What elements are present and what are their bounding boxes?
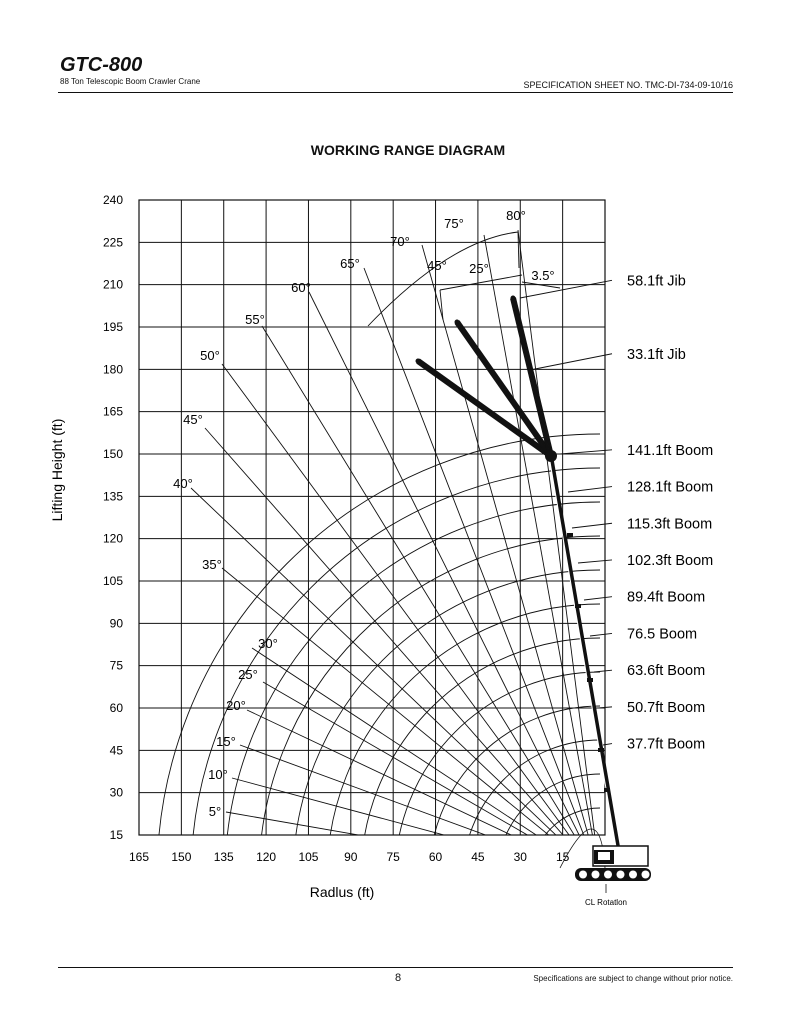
boom-radius-arc [361,638,600,877]
boom-angle-ray [226,812,600,877]
boom-radius-arc [293,570,600,877]
y-tick-label: 15 [109,828,123,842]
boom-section-joint [598,748,604,752]
boom-angle-label: 75° [444,216,464,231]
model-title: GTC-800 [60,54,143,76]
boom-length-labels [627,273,713,752]
boom-length-label: 33.1ft Jib [627,346,686,363]
page-number: 8 [394,972,402,984]
boom-radius-arc [259,536,600,877]
x-tick-label: 120 [256,850,277,864]
boom-angle-label: 40° [173,476,193,491]
boom-length-label: 63.6ft Boom [627,663,706,680]
x-tick-label: 135 [213,850,234,864]
x-tick-label: 45 [471,850,485,864]
y-tick-label: 210 [102,277,123,292]
y-tick-label: 45 [109,743,123,758]
boom-length-label: 37.7ft Boom [627,736,706,753]
x-tick-label: 15 [555,850,570,864]
boom-angle-label: 10° [208,767,228,782]
footer-note: Specifications are subject to change without prior notice. [533,974,733,983]
boom-angle-label: 70° [390,234,410,249]
boom-angle-label: 30° [258,636,278,651]
boom-length-label: 128.1ft Boom [627,479,714,496]
boom-length-label: 76.5 Boom [627,626,698,643]
y-tick-label: 135 [102,489,123,504]
boom-angle-label: 15° [216,734,236,749]
track-roller [604,871,612,879]
x-tick-label: 165 [128,850,150,864]
boom-angle-ray [309,292,600,877]
x-tick-label: 150 [171,850,192,864]
boom-length-label: 115.3ft Boom [627,516,713,533]
track-roller [617,871,625,879]
boom-head [545,450,557,462]
boom-angle-ray [252,648,600,877]
boom-length-leader [603,744,612,745]
y-tick-label: 120 [102,531,123,546]
boom-length-label: 50.7ft Boom [627,699,706,716]
x-tick-label: 30 [513,850,527,864]
y-tick-label: 150 [102,447,123,461]
y-tick-label: 240 [102,193,123,207]
jib-guide-line [440,275,522,290]
jib-offset-label: 45° [427,258,447,273]
crane-base [560,829,651,893]
y-axis-label: Lifting Height (ft) [49,418,65,522]
boom-section-joint [587,678,593,682]
cl-rotation-label: CL Rotatlon [585,898,627,907]
jib-tip [455,320,460,325]
boom-angle-ray [484,235,600,877]
boom-radius-arc [225,502,600,877]
boom-radius-arc [395,672,600,877]
boom-angle-label: 20° [226,698,246,713]
track-roller [629,871,637,879]
boom-length-leader [594,670,612,672]
boom-length-label: 58.1ft Jib [627,273,686,290]
boom-angle-label: 65° [340,256,360,271]
chart-title: WORKING RANGE DIAGRAM [310,142,506,158]
x-tick-label: 75 [386,850,400,864]
boom-length-leader [560,450,612,454]
boom-angle-label: 55° [245,312,265,327]
boom-length-leader [590,633,612,636]
boom-angle-ray [191,488,600,877]
jib-offset-label: 25° [469,261,489,276]
jib-tip [416,359,421,364]
y-tick-label: 180 [102,362,123,377]
boom-length-leader [578,560,612,563]
y-tick-label: 30 [109,785,123,800]
x-tick-label: 60 [428,850,443,864]
x-tick-label: 105 [298,850,319,864]
y-tick-label: 75 [109,658,123,673]
boom-length-leader [530,354,612,370]
track-roller [579,871,587,879]
boom-angle-label: 35° [202,557,222,572]
x-axis-label: Radlus (ft) [309,884,375,900]
y-tick-label: 60 [109,701,123,715]
boom-length-leader [598,707,612,708]
jib-tip [511,296,516,301]
boom-length-label: 141.1ft Boom [627,442,714,459]
cab-window [598,852,610,860]
x-tick-label: 90 [344,850,358,864]
y-tick-label: 195 [102,320,123,334]
boom-length-leader [572,523,612,528]
boom-angle-label: 45° [183,412,203,427]
boom-angle-ray [222,568,600,877]
boom-angle-label: 5° [208,804,222,819]
boom-section-joint [604,788,610,792]
y-tick-label: 165 [102,404,123,419]
boom-angle-label: 60° [291,280,311,295]
model-subtitle: 88 Ton Telescopic Boom Crawler Crane [60,77,201,86]
jib-offset-label: 3.5° [531,268,555,283]
y-tick-label: 225 [102,235,123,250]
boom-length-label: 102.3ft Boom [627,552,714,569]
boom-length-leader [584,597,612,600]
track-roller [642,871,650,879]
boom-section-joint [575,604,581,608]
boom-length-label: 89.4ft Boom [627,589,706,606]
boom-angle-label: 50° [200,348,220,363]
boom-angle-ray [262,326,600,877]
boom-angle-label: 80° [506,208,526,223]
y-tick-label: 90 [109,616,123,631]
boom-angle-label: 25° [238,667,258,682]
footer-rule [58,967,733,968]
boom-angle-ray [263,682,600,877]
boom-angle-ray [240,745,600,877]
track-roller [592,871,600,879]
y-tick-label: 105 [102,574,123,588]
spec-sheet-number: SPECIFICATION SHEET NO. TMC-DI-734-09-10/16 [523,80,733,90]
boom-section-joint [567,533,573,537]
boom-angle-ray [422,245,600,877]
boom-radius-arc [327,604,600,877]
boom-angle-ray [205,428,600,877]
